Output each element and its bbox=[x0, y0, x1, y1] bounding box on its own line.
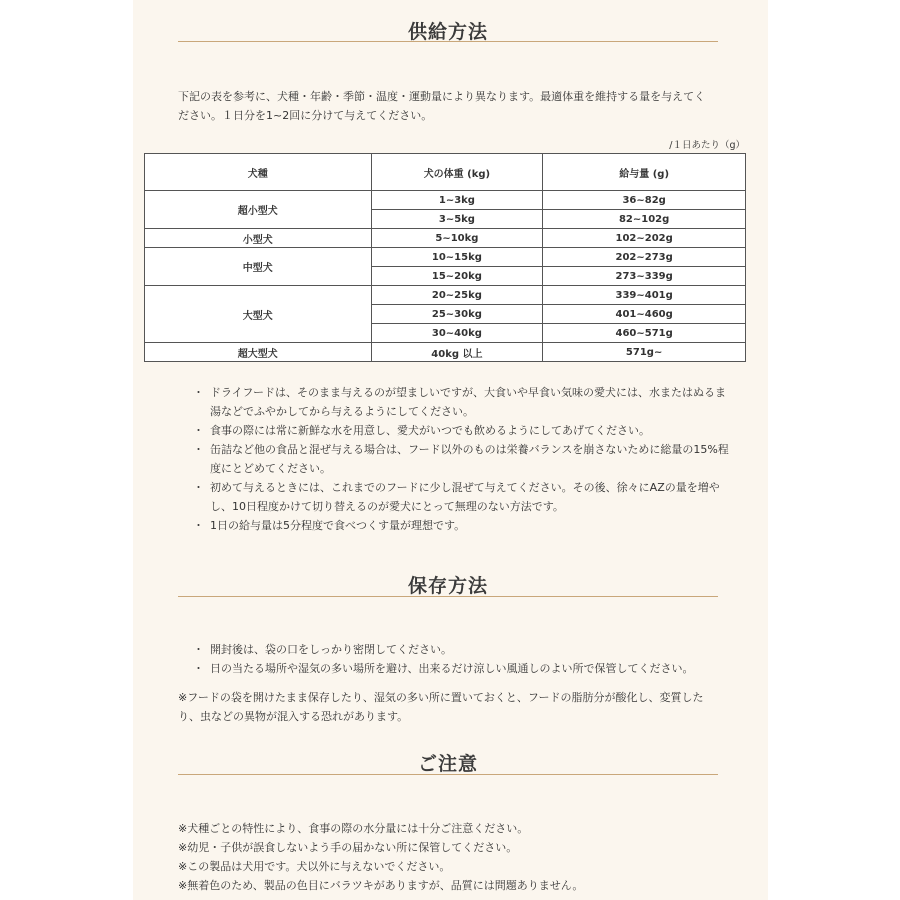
header-breed: 犬種 bbox=[145, 154, 372, 191]
weight-cell: 20~25kg bbox=[371, 286, 543, 305]
storage-warning bbox=[178, 688, 723, 726]
feeding-heading-rule bbox=[178, 41, 718, 42]
caution-line: ※この製品は犬用です。犬以外に与えないでください。 bbox=[178, 860, 451, 873]
storage-warning-line-1: ※フードの袋を開けたまま保存したり、湿気の多い所に置いておくと、フードの脂肪分が酸化し、変質した bbox=[178, 691, 704, 704]
list-item: ・ 食事の際には常に新鮮な水を用意し、愛犬がいつでも飲めるようにしてあげてください。 bbox=[199, 421, 729, 440]
caution-line: ※幼児・子供が誤食しないよう手の届かない所に保管してください。 bbox=[178, 841, 518, 854]
weight-cell: 30~40kg bbox=[371, 324, 543, 343]
amount-cell: 202~273g bbox=[543, 248, 746, 267]
list-item: ・ 開封後は、袋の口をしっかり密閉してください。 bbox=[199, 640, 729, 659]
storage-notes bbox=[199, 640, 729, 678]
amount-cell: 401~460g bbox=[543, 305, 746, 324]
storage-warning-line-2: り、虫などの異物が混入する恐れがあります。 bbox=[178, 710, 409, 723]
amount-cell: 273~339g bbox=[543, 267, 746, 286]
breed-cell: 中型犬 bbox=[145, 248, 372, 286]
storage-heading-rule bbox=[178, 596, 718, 597]
weight-cell: 15~20kg bbox=[371, 267, 543, 286]
caution-lines bbox=[178, 819, 583, 895]
feeding-intro bbox=[178, 87, 723, 125]
breed-cell: 超大型犬 bbox=[145, 343, 372, 362]
weight-cell: 5~10kg bbox=[371, 229, 543, 248]
breed-cell: 大型犬 bbox=[145, 286, 372, 343]
feeding-table bbox=[144, 153, 746, 362]
unit-note: /１日あたり（g） bbox=[669, 140, 745, 151]
feeding-intro-line-1: 下記の表を参考に、犬種・年齢・季節・温度・運動量により異なります。最適体重を維持する量を与えてく bbox=[178, 90, 706, 103]
table-row bbox=[145, 248, 746, 267]
amount-cell: 36~82g bbox=[543, 191, 746, 210]
table-header-row bbox=[145, 154, 746, 191]
amount-cell: 339~401g bbox=[543, 286, 746, 305]
weight-cell: 40kg 以上 bbox=[371, 343, 543, 362]
list-item: ・ ドライフードは、そのまま与えるのが望ましいですが、大食いや早食い気味の愛犬には、水またはぬるま湯などでふやかしてから与えるようにしてください。 bbox=[199, 383, 729, 421]
caution-heading: ご注意 bbox=[417, 753, 478, 775]
amount-cell: 571g~ bbox=[543, 343, 746, 362]
breed-cell: 超小型犬 bbox=[145, 191, 372, 229]
header-weight: 犬の体重 (kg) bbox=[371, 154, 543, 191]
list-item: ・ 初めて与えるときには、これまでのフードに少し混ぜて与えてください。その後、徐々にAZの量を増やし、10日程度かけて切り替えるのが愛犬にとって無理のない方法です。 bbox=[199, 478, 729, 516]
weight-cell: 3~5kg bbox=[371, 210, 543, 229]
weight-cell: 25~30kg bbox=[371, 305, 543, 324]
storage-heading: 保存方法 bbox=[407, 575, 488, 597]
table-row bbox=[145, 343, 746, 362]
feeding-heading: 供給方法 bbox=[407, 21, 488, 43]
breed-cell: 小型犬 bbox=[145, 229, 372, 248]
table-row bbox=[145, 286, 746, 305]
amount-cell: 102~202g bbox=[543, 229, 746, 248]
list-item: ・ 1日の給与量は5分程度で食べつくす量が理想です。 bbox=[199, 516, 729, 535]
list-item: ・ 日の当たる場所や湿気の多い場所を避け、出来るだけ涼しい風通しのよい所で保管してください。 bbox=[199, 659, 729, 678]
feeding-intro-line-2: ださい。１日分を1~2回に分けて与えてください。 bbox=[178, 109, 433, 122]
feeding-notes bbox=[199, 383, 729, 535]
table-row bbox=[145, 191, 746, 210]
caution-line: ※無着色のため、製品の色目にバラツキがありますが、品質には問題ありません。 bbox=[178, 879, 584, 892]
table-row bbox=[145, 229, 746, 248]
caution-line: ※犬種ごとの特性により、食事の際の水分量には十分ご注意ください。 bbox=[178, 822, 529, 835]
caution-heading-rule bbox=[178, 774, 718, 775]
list-item: ・ 缶詰など他の食品と混ぜ与える場合は、フード以外のものは栄養バランスを崩さないために総量の15%程度にとどめてください。 bbox=[199, 440, 729, 478]
weight-cell: 10~15kg bbox=[371, 248, 543, 267]
weight-cell: 1~3kg bbox=[371, 191, 543, 210]
header-amount: 給与量 (g) bbox=[543, 154, 746, 191]
amount-cell: 82~102g bbox=[543, 210, 746, 229]
amount-cell: 460~571g bbox=[543, 324, 746, 343]
